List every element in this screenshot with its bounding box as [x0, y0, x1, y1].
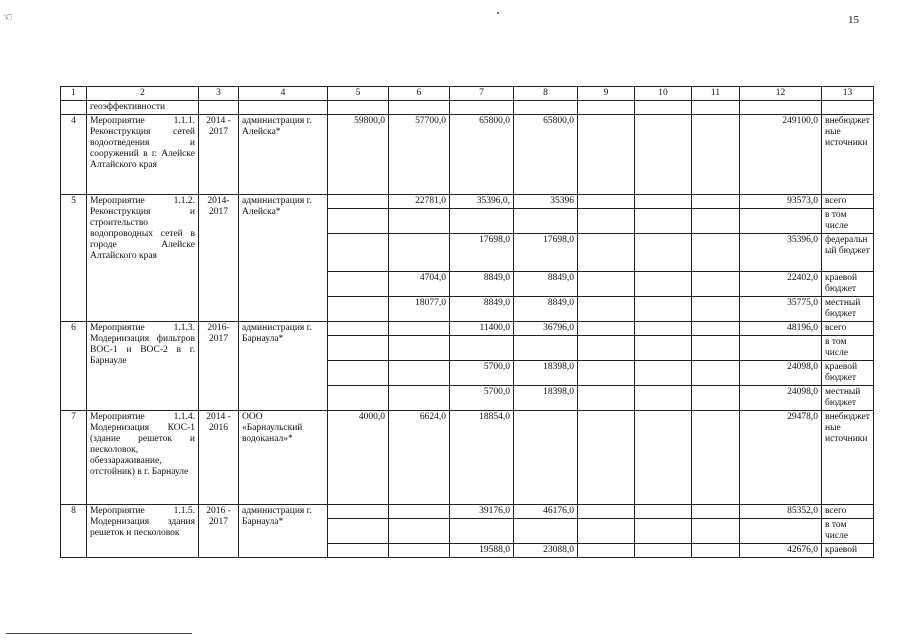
amount-8: [514, 519, 578, 544]
scan-dot: [497, 12, 499, 14]
amount-12: 35775,0: [740, 297, 822, 322]
funding-source: всего: [822, 322, 874, 336]
table-cell: [578, 411, 635, 505]
column-number: 12: [740, 87, 822, 101]
table-cell: [692, 322, 740, 336]
table-cell: [692, 101, 740, 115]
amount-6: [389, 234, 450, 272]
event-name: Мероприятие 1.1.3. Модернизация фильтров ВОС-1 и ВОС-2 в г. Барнауле: [87, 322, 199, 411]
amount-5: [328, 336, 389, 361]
amount-5: 59800,0: [328, 115, 389, 195]
table-cell: [578, 297, 635, 322]
table-cell: [328, 101, 389, 115]
footnote-rule: [6, 633, 192, 634]
column-number: 5: [328, 87, 389, 101]
funding-source: федеральный бюджет: [822, 234, 874, 272]
amount-7: [450, 209, 514, 234]
table-cell: [692, 336, 740, 361]
corner-mark-glyph: ☜: [2, 10, 13, 24]
funding-source: местный бюджет: [822, 386, 874, 411]
amount-7: 19588,0: [450, 544, 514, 558]
amount-12: [740, 209, 822, 234]
column-number: 9: [578, 87, 635, 101]
amount-7: 5700,0: [450, 361, 514, 386]
period: 2014- 2017: [199, 195, 239, 322]
table-cell: [692, 411, 740, 505]
amount-12: 85352,0: [740, 505, 822, 519]
amount-5: 4000,0: [328, 411, 389, 505]
funding-source: всего: [822, 195, 874, 209]
event-name: Мероприятие 1.1.5. Модернизация здания решеток и песколовок: [87, 505, 199, 558]
executor: администрация г. Барнаула*: [239, 322, 328, 411]
table-cell: [578, 209, 635, 234]
amount-5: [328, 297, 389, 322]
amount-5: [328, 519, 389, 544]
table-cell: [635, 234, 692, 272]
period: 2016 - 2017: [199, 505, 239, 558]
table-cell: [635, 361, 692, 386]
table-cell: [740, 101, 822, 115]
funding-source: краевой бюджет: [822, 361, 874, 386]
table-cell: [578, 101, 635, 115]
amount-5: [328, 322, 389, 336]
amount-8: 8849,0: [514, 272, 578, 297]
amount-5: [328, 234, 389, 272]
amount-12: 24098,0: [740, 386, 822, 411]
table-cell: [389, 101, 450, 115]
amount-7: [450, 519, 514, 544]
period: 2014 - 2017: [199, 115, 239, 195]
amount-6: 4704,0: [389, 272, 450, 297]
table-row: [61, 505, 874, 519]
event-name: Мероприятие 1.1.1. Реконструкция сетей водоотведения и сооружений в г. Алейске Алтайского края: [87, 115, 199, 195]
amount-12: [740, 519, 822, 544]
table-cell: [692, 195, 740, 209]
amount-12: [740, 336, 822, 361]
amount-8: [514, 209, 578, 234]
table-cell: [578, 544, 635, 558]
executor: администрация г. Барнаула*: [239, 505, 328, 558]
table-row: [61, 195, 874, 209]
table-cell: [822, 101, 874, 115]
amount-8: [514, 336, 578, 361]
amount-12: 48196,0: [740, 322, 822, 336]
amount-5: [328, 272, 389, 297]
amount-5: [328, 361, 389, 386]
column-number: 6: [389, 87, 450, 101]
row-number: 7: [61, 411, 87, 505]
column-number: 10: [635, 87, 692, 101]
period: 2014 - 2016: [199, 411, 239, 505]
amount-6: [389, 505, 450, 519]
table-cell: [239, 101, 328, 115]
table-cell: [635, 411, 692, 505]
funding-source: местный бюджет: [822, 297, 874, 322]
period: 2016- 2017: [199, 322, 239, 411]
table-cell: [61, 101, 87, 115]
table-cell: [692, 209, 740, 234]
row-number: 4: [61, 115, 87, 195]
amount-8: 17698,0: [514, 234, 578, 272]
amount-12: 29478,0: [740, 411, 822, 505]
table-cell: [692, 272, 740, 297]
table-cell: [578, 361, 635, 386]
amount-5: [328, 544, 389, 558]
column-number: 2: [87, 87, 199, 101]
table-cell: [635, 322, 692, 336]
table-cell: [692, 297, 740, 322]
table-cell: [692, 519, 740, 544]
amount-6: [389, 544, 450, 558]
table-row: [61, 322, 874, 336]
funding-source: в том числе: [822, 336, 874, 361]
table-cell: [635, 195, 692, 209]
funding-source: в том числе: [822, 209, 874, 234]
column-number: 4: [239, 87, 328, 101]
program-activities-table: [60, 86, 874, 558]
column-number: 11: [692, 87, 740, 101]
amount-12: 24098,0: [740, 361, 822, 386]
carry-over-row: [61, 101, 874, 115]
row-number: 5: [61, 195, 87, 322]
amount-7: 5700,0: [450, 386, 514, 411]
table-cell: [692, 386, 740, 411]
column-number: 8: [514, 87, 578, 101]
amount-7: 8849,0: [450, 297, 514, 322]
amount-7: 11400,0: [450, 322, 514, 336]
column-number-row: [61, 87, 874, 101]
table-cell: [635, 101, 692, 115]
executor: ООО «Барнаульский водоканал»*: [239, 411, 328, 505]
table-cell: [578, 386, 635, 411]
table-cell: [578, 505, 635, 519]
amount-12: 249100,0: [740, 115, 822, 195]
table-cell: [635, 386, 692, 411]
table-cell: [578, 115, 635, 195]
column-number: 3: [199, 87, 239, 101]
amount-6: [389, 361, 450, 386]
table-cell: [635, 544, 692, 558]
amount-12: 35396,0: [740, 234, 822, 272]
amount-7: 17698,0: [450, 234, 514, 272]
table-cell: [635, 519, 692, 544]
amount-12: 22402,0: [740, 272, 822, 297]
table-cell: [635, 505, 692, 519]
table-cell: [450, 101, 514, 115]
amount-6: [389, 209, 450, 234]
table-cell: [635, 336, 692, 361]
table-row: [61, 115, 874, 195]
event-name: Мероприятие 1.1.4. Модернизация КОС-1 (здание решеток и песколовок, обеззараживание, отстойник) в г. Барнауле: [87, 411, 199, 505]
table-cell: [692, 544, 740, 558]
amount-8: 35396: [514, 195, 578, 209]
amount-8: 8849,0: [514, 297, 578, 322]
amount-6: 22781,0: [389, 195, 450, 209]
column-number: 7: [450, 87, 514, 101]
table-cell: [692, 505, 740, 519]
table-cell: [635, 272, 692, 297]
amount-7: 39176,0: [450, 505, 514, 519]
column-number: 13: [822, 87, 874, 101]
table-cell: [514, 101, 578, 115]
funding-source: всего: [822, 505, 874, 519]
table-cell: [578, 234, 635, 272]
table-cell: [578, 322, 635, 336]
amount-12: 93573,0: [740, 195, 822, 209]
amount-8: 36796,0: [514, 322, 578, 336]
table-cell: [199, 101, 239, 115]
amount-5: [328, 386, 389, 411]
funding-source: внебюджетные источники: [822, 115, 874, 195]
amount-6: [389, 386, 450, 411]
amount-8: 18398,0: [514, 386, 578, 411]
funding-source: краевой бюджет: [822, 272, 874, 297]
amount-12: 42676,0: [740, 544, 822, 558]
row-number: 8: [61, 505, 87, 558]
carry-over-text: геоэффективности: [87, 101, 199, 115]
table-cell: [578, 195, 635, 209]
table-cell: [635, 209, 692, 234]
table-cell: [635, 115, 692, 195]
table-cell: [692, 234, 740, 272]
amount-8: [514, 411, 578, 505]
row-number: 6: [61, 322, 87, 411]
amount-7: 35396,0,: [450, 195, 514, 209]
table-cell: [692, 361, 740, 386]
amount-7: 65800,0: [450, 115, 514, 195]
event-name: Мероприятие 1.1.2. Реконструкция и строительство водопроводных сетей в городе Алейске Алтайского края: [87, 195, 199, 322]
page-number: 15: [848, 14, 859, 26]
amount-7: 8849,0: [450, 272, 514, 297]
amount-5: [328, 195, 389, 209]
funding-source: внебюджетные источники: [822, 411, 874, 505]
amount-5: [328, 505, 389, 519]
amount-6: 18077,0: [389, 297, 450, 322]
amount-6: [389, 336, 450, 361]
funding-source: в том числе: [822, 519, 874, 544]
amount-8: 46176,0: [514, 505, 578, 519]
amount-7: 18854,0: [450, 411, 514, 505]
table-cell: [578, 336, 635, 361]
amount-6: 57700,0: [389, 115, 450, 195]
amount-8: 65800,0: [514, 115, 578, 195]
amount-6: [389, 322, 450, 336]
funding-source: краевой: [822, 544, 874, 558]
executor: администрация г. Алейска*: [239, 115, 328, 195]
table-cell: [578, 519, 635, 544]
table-cell: [692, 115, 740, 195]
amount-5: [328, 209, 389, 234]
column-number: 1: [61, 87, 87, 101]
table-cell: [578, 272, 635, 297]
amount-6: [389, 519, 450, 544]
executor: администрация г. Алейска*: [239, 195, 328, 322]
amount-8: 23088,0: [514, 544, 578, 558]
amount-7: [450, 336, 514, 361]
table-cell: [635, 297, 692, 322]
amount-6: 6624,0: [389, 411, 450, 505]
table-row: [61, 411, 874, 505]
amount-8: 18398,0: [514, 361, 578, 386]
